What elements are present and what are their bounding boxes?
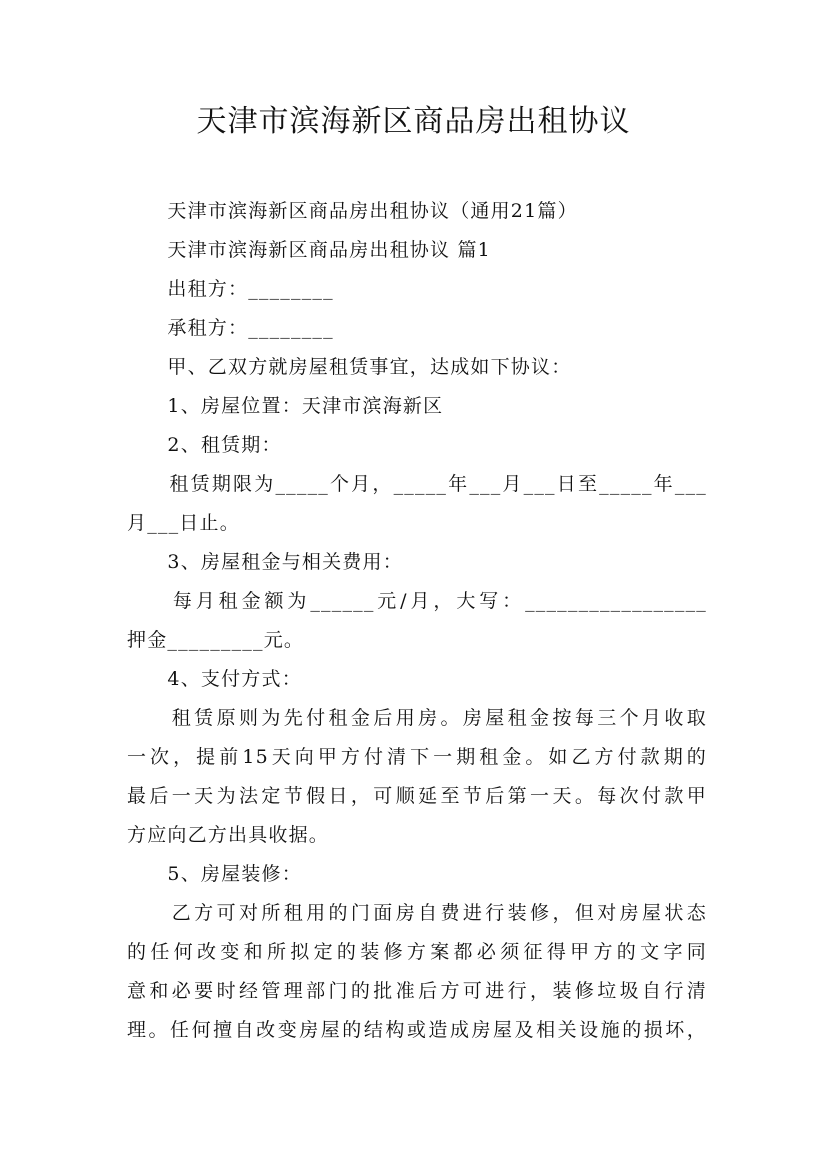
line-lease-term-cont: 月___日止。 [127, 512, 240, 534]
line-deposit: 押金_________元。 [127, 629, 305, 651]
line-decoration-4: 理。任何擅自改变房屋的结构或造成房屋及相关设施的损坏， [127, 1019, 707, 1041]
line-lease-term: 租赁期限为_____个月，_____年___月___日至_____年___ [127, 473, 707, 495]
line-preamble: 甲、乙双方就房屋租赁事宜，达成如下协议： [127, 356, 572, 378]
line-clause-4-heading: 4、支付方式： [127, 668, 302, 690]
line-subtitle: 天津市滨海新区商品房出租协议（通用21篇） [127, 200, 578, 222]
line-decoration-1: 乙方可对所租用的门面房自费进行装修，但对房屋状态 [127, 902, 707, 924]
line-clause-5-heading: 5、房屋装修： [127, 863, 302, 885]
line-lessor: 出租方：________ [127, 278, 334, 300]
line-payment-2: 一次，提前15天向甲方付清下一期租金。如乙方付款期的 [127, 746, 707, 768]
line-decoration-2: 的任何改变和所拟定的装修方案都必须征得甲方的文字同 [127, 941, 707, 963]
line-clause-1: 1、房屋位置：天津市滨海新区 [127, 395, 444, 417]
line-payment-1: 租赁原则为先付租金后用房。房屋租金按每三个月收取 [127, 707, 707, 729]
line-payment-3: 最后一天为法定节假日，可顺延至节后第一天。每次付款甲 [127, 785, 707, 807]
line-payment-4: 方应向乙方出具收据。 [127, 824, 330, 846]
line-clause-2-heading: 2、租赁期： [127, 434, 282, 456]
line-clause-3-heading: 3、房屋租金与相关费用： [127, 551, 403, 573]
line-monthly-rent: 每月租金额为______元/月，大写：_________________ [127, 590, 707, 612]
line-section-heading: 天津市滨海新区商品房出租协议 篇1 [127, 239, 491, 261]
line-lessee: 承租方：________ [127, 317, 334, 339]
document-title: 天津市滨海新区商品房出租协议 [196, 104, 631, 139]
line-decoration-3: 意和必要时经管理部门的批准后方可进行，装修垃圾自行清 [127, 980, 707, 1002]
